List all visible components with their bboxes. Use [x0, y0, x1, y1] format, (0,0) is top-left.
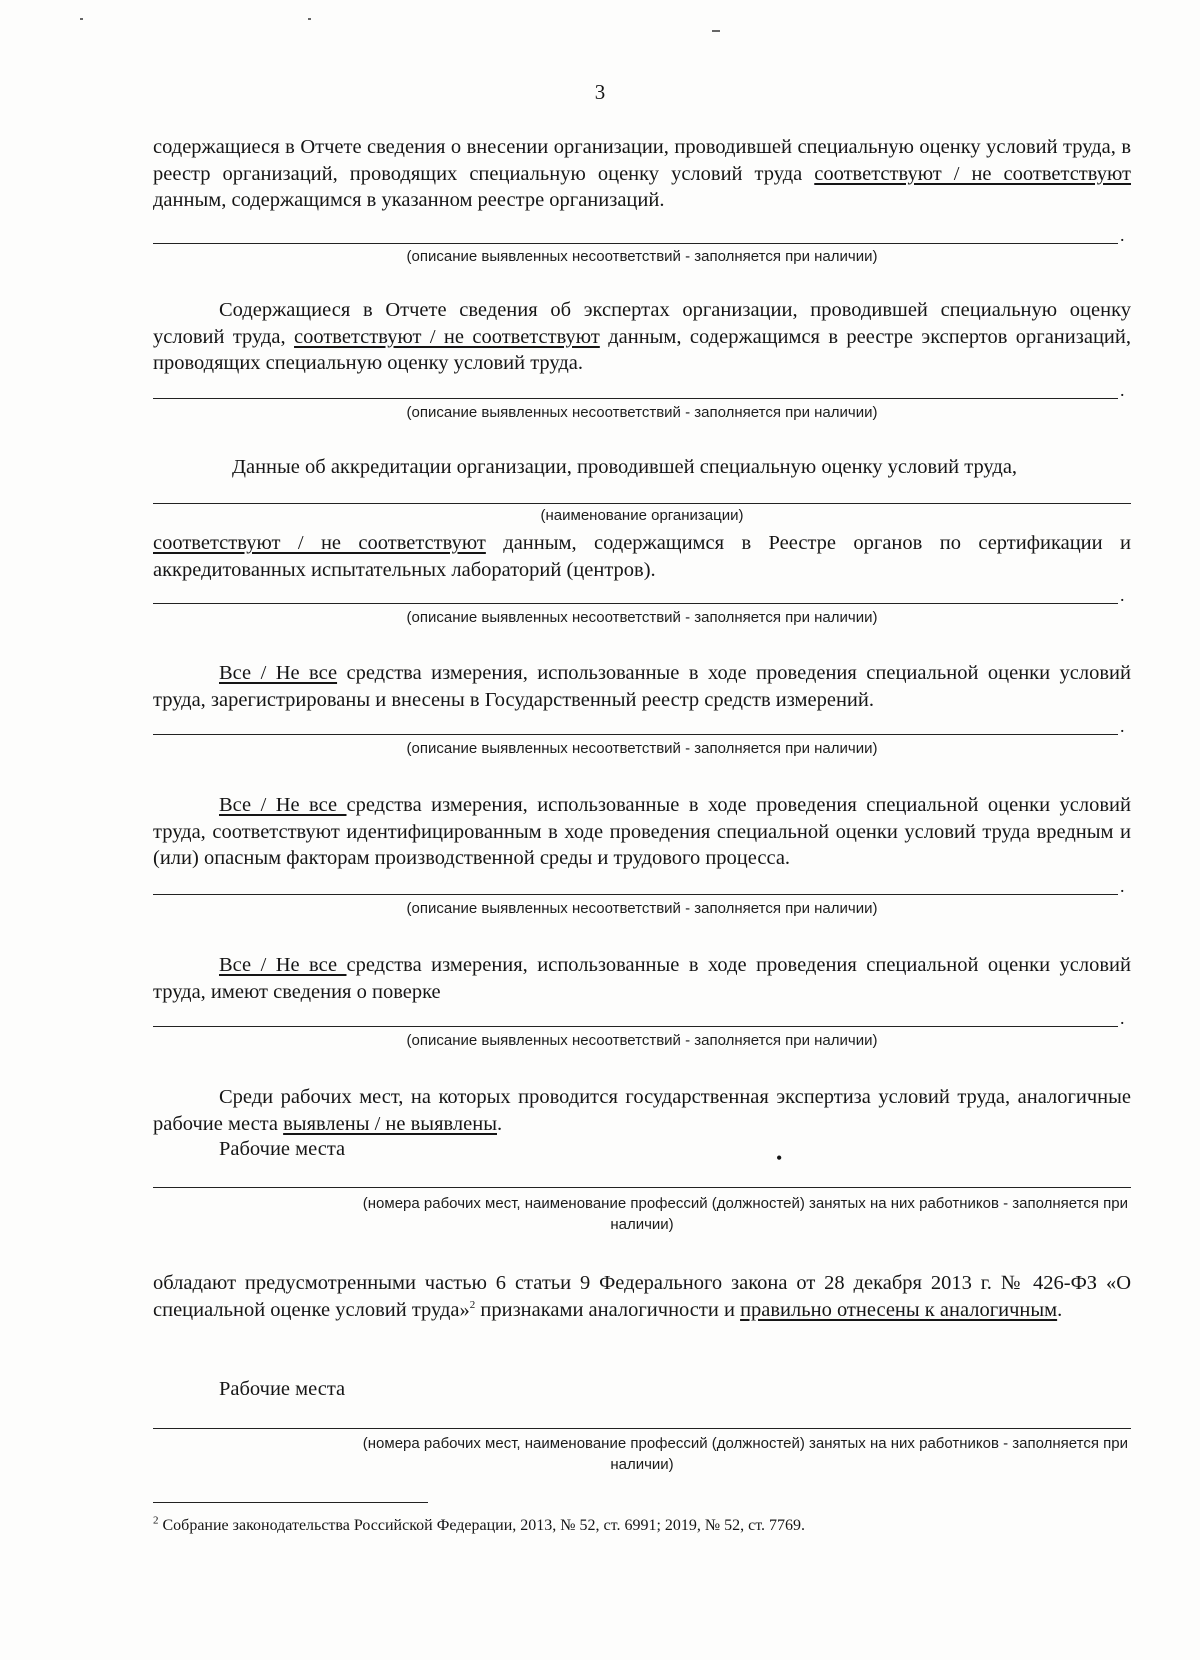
fill-line-organization: [153, 503, 1131, 504]
fill-line: [153, 243, 1118, 244]
document-page: 3 содержащиеся в Отчете сведения о внесении организации, проводившей специальную оценку условий труда, в реестр организаций, проводящих специальную оценку условий труда соответствуют / не соответствуют данным, содержащимся в указанном реестре организаций. . (описание выявленных несоответствий - заполняется при наличии) Содержащиеся в Отчете сведения об экспертах организации, проводившей специальную оценку условий труда, соответствуют / не соответствуют данным, содержащимся в реестре экспертов организаций, проводящих специальную оценку условий труда. . (описание выявленных несоответствий - заполняется при наличии) Данные об аккредитации организации, проводившей специальную оценку условий труда, (наименование организации) соответствуют / не соответствуют данным, содержащимся в Реестре органов по сертификации и аккредитованных испытательных лабораторий (центров). . (описание выявленных несоответствий - заполняется при наличии) Все / Не все средства измерения, использованные в ходе проведения специальной оценки условий труда, зарегистрированы и внесены в Государственный реестр средств измерений. . (описание выявленных несоответствий - заполняется при наличии) Все / Не все средства измерения, использованные в ходе проведения специальной оценки условий труда, соответствуют идентифицированным в ходе проведения специальной оценки условий труда вредным и (или) опасным факторам производственной среды и трудового процесса. . (описание выявленных несоответствий - заполняется при наличии) Все / Не все средства измерения, использованные в ходе проведения специальной оценки условий труда, имеют сведения о поверке . (описание выявленных несоответствий - заполняется при наличии) Среди рабочих мест, на которых проводится государственная экспертиза условий труда, аналогичные рабочие места выявлены / не выявлены. Рабочие места • (номера рабочих мест, наименование профессий (должностей) занятых на них работников - заполняется при наличии) обладают предусмотренными частью 6 статьи 9 Федерального закона от 28 декабря 2013 г. № 426-ФЗ «О специальной оценке условий труда»$^2$ признаками аналогичности и правильно отнесены к аналогичным. Рабочие места (номера рабочих мест, наименование профессий (должностей) занятых на них работников - заполняется при наличии) $^2$ Собрание законодательства Российской Федерации, 2013, № 52, ст. 6991; 2019, № 52, ст. 7769.: [0, 0, 1200, 1660]
paragraph-similar-workplaces: Среди рабочих мест, на которых проводится государственная экспертиза условий труда, аналогичные рабочие места выявлены / не выявлены.: [153, 1086, 1131, 1135]
paragraph-accreditation: Данные об аккредитации организации, проводившей специальную оценку условий труда,: [232, 456, 1018, 478]
paragraph-measuring-instruments-verification: Все / Не все средства измерения, использованные в ходе проведения специальной оценки условий труда, имеют сведения о поверке: [153, 954, 1131, 1003]
caption-organization-name: (наименование организации): [540, 507, 744, 524]
page-number: 3: [594, 80, 606, 104]
paragraph-experts-registry: Содержащиеся в Отчете сведения об экспертах организации, проводившей специальную оценку условий труда, соответствуют / не соответствуют данным, содержащимся в реестре экспертов организаций, проводящих специальную оценку условий труда.: [153, 299, 1131, 374]
fill-line-workplaces: [153, 1187, 1131, 1188]
fill-line-workplaces: [153, 1428, 1131, 1429]
paragraph-accreditation-registry: соответствуют / не соответствуют данным, содержащимся в Реестре органов по сертификации и аккредитованных испытательных лабораторий (центров).: [153, 532, 1131, 581]
caption-discrepancies: (описание выявленных несоответствий - заполняется при наличии): [406, 609, 878, 626]
paragraph-similarity-criteria: обладают предусмотренными частью 6 статьи 9 Федерального закона от 28 декабря 2013 г. № 426-ФЗ «О специальной оценке условий труда»$^2$ признаками аналогичности и правильно отнесены к аналогичным.: [153, 1272, 1131, 1321]
workplaces-label: Рабочие места: [219, 1138, 346, 1160]
scan-speck: [712, 30, 720, 32]
paragraph-measuring-instruments-registered: Все / Не все средства измерения, использованные в ходе проведения специальной оценки условий труда, зарегистрированы и внесены в Государственный реестр средств измерений.: [153, 662, 1131, 711]
caption-discrepancies: (описание выявленных несоответствий - заполняется при наличии): [406, 1032, 878, 1049]
paragraph-registry-organizations: содержащиеся в Отчете сведения о внесении организации, проводившей специальную оценку условий труда, в реестр организаций, проводящих специальную оценку условий труда соответствуют / не соответствуют данным, содержащимся в указанном реестре организаций.: [153, 136, 1131, 211]
fill-line: [153, 1026, 1118, 1027]
fill-line: [153, 398, 1118, 399]
caption-workplaces: (номера рабочих мест, наименование профессий (должностей) занятых на них работников - заполняется при: [362, 1435, 1128, 1452]
caption-workplaces-cont: наличии): [610, 1216, 674, 1233]
caption-workplaces: (номера рабочих мест, наименование профессий (должностей) занятых на них работников - заполняется при: [362, 1195, 1128, 1212]
paragraph-measuring-instruments-factors: Все / Не все средства измерения, использованные в ходе проведения специальной оценки условий труда, соответствуют идентифицированным в ходе проведения специальной оценки условий труда вредным и (или) опасным факторам производственной среды и трудового процесса.: [153, 794, 1131, 869]
caption-discrepancies: (описание выявленных несоответствий - заполняется при наличии): [406, 740, 878, 757]
caption-discrepancies: (описание выявленных несоответствий - заполняется при наличии): [406, 900, 878, 917]
caption-discrepancies: (описание выявленных несоответствий - заполняется при наличии): [406, 248, 878, 265]
caption-workplaces-cont: наличии): [610, 1456, 674, 1473]
footnote: $^2$ Собрание законодательства Российской Федерации, 2013, № 52, ст. 6991; 2019, № 52, ст. 7769.: [153, 1514, 806, 1534]
caption-discrepancies: (описание выявленных несоответствий - заполняется при наличии): [406, 404, 878, 421]
scan-speck: [80, 18, 83, 20]
fill-line: [153, 603, 1118, 604]
fill-line: [153, 894, 1118, 895]
workplaces-label: Рабочие места: [219, 1378, 346, 1400]
scan-speck: [308, 18, 311, 20]
fill-line: [153, 734, 1118, 735]
footnote-separator: [153, 1502, 428, 1503]
